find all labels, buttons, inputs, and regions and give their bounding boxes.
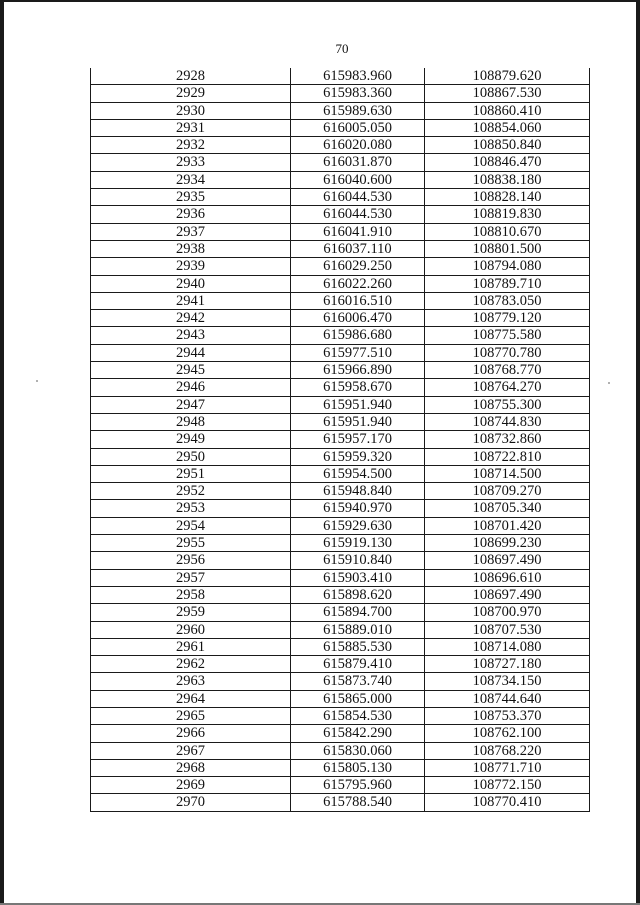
x-coordinate-cell: 615885.530	[291, 638, 425, 655]
table-row	[91, 465, 590, 482]
y-coordinate-cell: 108734.150	[425, 673, 590, 690]
x-coordinate-cell: 616041.910	[291, 223, 425, 240]
table-row	[91, 189, 590, 206]
table-row	[91, 68, 590, 85]
table-row	[91, 379, 590, 396]
y-coordinate-cell: 108770.780	[425, 344, 590, 361]
x-coordinate-cell: 615842.290	[291, 725, 425, 742]
point-number-cell: 2966	[91, 725, 291, 742]
point-number-cell: 2952	[91, 483, 291, 500]
y-coordinate-cell: 108699.230	[425, 535, 590, 552]
point-number-cell: 2948	[91, 413, 291, 430]
y-coordinate-cell: 108744.640	[425, 690, 590, 707]
table-row	[91, 707, 590, 724]
table-row	[91, 621, 590, 638]
x-coordinate-cell: 615989.630	[291, 102, 425, 119]
x-coordinate-cell: 615948.840	[291, 483, 425, 500]
point-number-cell: 2940	[91, 275, 291, 292]
table-row	[91, 725, 590, 742]
point-number-cell: 2951	[91, 465, 291, 482]
point-number-cell: 2942	[91, 310, 291, 327]
y-coordinate-cell: 108764.270	[425, 379, 590, 396]
y-coordinate-cell: 108744.830	[425, 413, 590, 430]
y-coordinate-cell: 108770.410	[425, 794, 590, 811]
x-coordinate-cell: 616029.250	[291, 258, 425, 275]
point-number-cell: 2967	[91, 742, 291, 759]
table-row	[91, 690, 590, 707]
x-coordinate-cell: 615986.680	[291, 327, 425, 344]
y-coordinate-cell: 108854.060	[425, 119, 590, 136]
table-row	[91, 362, 590, 379]
x-coordinate-cell: 615983.360	[291, 85, 425, 102]
x-coordinate-cell: 615903.410	[291, 569, 425, 586]
point-number-cell: 2954	[91, 517, 291, 534]
table-row	[91, 258, 590, 275]
point-number-cell: 2938	[91, 240, 291, 257]
table-row	[91, 431, 590, 448]
y-coordinate-cell: 108779.120	[425, 310, 590, 327]
y-coordinate-cell: 108709.270	[425, 483, 590, 500]
point-number-cell: 2963	[91, 673, 291, 690]
point-number-cell: 2930	[91, 102, 291, 119]
point-number-cell: 2945	[91, 362, 291, 379]
point-number-cell: 2929	[91, 85, 291, 102]
y-coordinate-cell: 108879.620	[425, 68, 590, 85]
point-number-cell: 2933	[91, 154, 291, 171]
y-coordinate-cell: 108696.610	[425, 569, 590, 586]
x-coordinate-cell: 615830.060	[291, 742, 425, 759]
point-number-cell: 2928	[91, 68, 291, 85]
y-coordinate-cell: 108771.710	[425, 759, 590, 776]
y-coordinate-cell: 108801.500	[425, 240, 590, 257]
table-row	[91, 569, 590, 586]
table-row	[91, 794, 590, 811]
y-coordinate-cell: 108867.530	[425, 85, 590, 102]
y-coordinate-cell: 108775.580	[425, 327, 590, 344]
x-coordinate-cell: 616044.530	[291, 206, 425, 223]
y-coordinate-cell: 108700.970	[425, 604, 590, 621]
y-coordinate-cell: 108755.300	[425, 396, 590, 413]
point-number-cell: 2956	[91, 552, 291, 569]
y-coordinate-cell: 108697.490	[425, 552, 590, 569]
y-coordinate-cell: 108810.670	[425, 223, 590, 240]
x-coordinate-cell: 616031.870	[291, 154, 425, 171]
table-row	[91, 483, 590, 500]
y-coordinate-cell: 108789.710	[425, 275, 590, 292]
point-number-cell: 2935	[91, 189, 291, 206]
y-coordinate-cell: 108701.420	[425, 517, 590, 534]
table-row	[91, 777, 590, 794]
y-coordinate-cell: 108772.150	[425, 777, 590, 794]
x-coordinate-cell: 615983.960	[291, 68, 425, 85]
point-number-cell: 2934	[91, 171, 291, 188]
y-coordinate-cell: 108732.860	[425, 431, 590, 448]
x-coordinate-cell: 615958.670	[291, 379, 425, 396]
x-coordinate-cell: 615966.890	[291, 362, 425, 379]
point-number-cell: 2964	[91, 690, 291, 707]
y-coordinate-cell: 108783.050	[425, 292, 590, 309]
y-coordinate-cell: 108705.340	[425, 500, 590, 517]
y-coordinate-cell: 108768.220	[425, 742, 590, 759]
point-number-cell: 2939	[91, 258, 291, 275]
point-number-cell: 2957	[91, 569, 291, 586]
x-coordinate-cell: 615898.620	[291, 586, 425, 603]
point-number-cell: 2960	[91, 621, 291, 638]
y-coordinate-cell: 108753.370	[425, 707, 590, 724]
x-coordinate-cell: 615788.540	[291, 794, 425, 811]
page-edge-top	[0, 0, 640, 2]
table-row	[91, 310, 590, 327]
x-coordinate-cell: 615865.000	[291, 690, 425, 707]
table-row	[91, 154, 590, 171]
table-row	[91, 240, 590, 257]
table-row	[91, 759, 590, 776]
point-number-cell: 2946	[91, 379, 291, 396]
table-row	[91, 206, 590, 223]
y-coordinate-cell: 108714.080	[425, 638, 590, 655]
point-number-cell: 2932	[91, 137, 291, 154]
page-edge-right	[636, 0, 640, 905]
y-coordinate-cell: 108762.100	[425, 725, 590, 742]
x-coordinate-cell: 616044.530	[291, 189, 425, 206]
table-row	[91, 413, 590, 430]
x-coordinate-cell: 615977.510	[291, 344, 425, 361]
table-row	[91, 448, 590, 465]
table-row	[91, 656, 590, 673]
scan-speck	[36, 380, 38, 382]
point-number-cell: 2968	[91, 759, 291, 776]
y-coordinate-cell: 108860.410	[425, 102, 590, 119]
x-coordinate-cell: 615873.740	[291, 673, 425, 690]
y-coordinate-cell: 108850.840	[425, 137, 590, 154]
x-coordinate-cell: 615854.530	[291, 707, 425, 724]
x-coordinate-cell: 615879.410	[291, 656, 425, 673]
table-row	[91, 517, 590, 534]
table-row	[91, 344, 590, 361]
page-number: 70	[335, 41, 349, 56]
point-number-cell: 2969	[91, 777, 291, 794]
x-coordinate-cell: 615889.010	[291, 621, 425, 638]
point-number-cell: 2931	[91, 119, 291, 136]
x-coordinate-cell: 616005.050	[291, 119, 425, 136]
point-number-cell: 2949	[91, 431, 291, 448]
x-coordinate-cell: 615795.960	[291, 777, 425, 794]
y-coordinate-cell: 108722.810	[425, 448, 590, 465]
y-coordinate-cell: 108714.500	[425, 465, 590, 482]
table-row	[91, 171, 590, 188]
table-row	[91, 638, 590, 655]
point-number-cell: 2958	[91, 586, 291, 603]
x-coordinate-cell: 616040.600	[291, 171, 425, 188]
table-row	[91, 396, 590, 413]
x-coordinate-cell: 615929.630	[291, 517, 425, 534]
point-number-cell: 2955	[91, 535, 291, 552]
x-coordinate-cell: 616022.260	[291, 275, 425, 292]
x-coordinate-cell: 615894.700	[291, 604, 425, 621]
y-coordinate-cell: 108727.180	[425, 656, 590, 673]
table-row	[91, 275, 590, 292]
y-coordinate-cell: 108846.470	[425, 154, 590, 171]
table-row	[91, 292, 590, 309]
x-coordinate-cell: 615951.940	[291, 413, 425, 430]
y-coordinate-cell: 108838.180	[425, 171, 590, 188]
table-row	[91, 137, 590, 154]
table-row	[91, 535, 590, 552]
x-coordinate-cell: 616006.470	[291, 310, 425, 327]
y-coordinate-cell: 108794.080	[425, 258, 590, 275]
x-coordinate-cell: 615957.170	[291, 431, 425, 448]
point-number-cell: 2959	[91, 604, 291, 621]
point-number-cell: 2953	[91, 500, 291, 517]
y-coordinate-cell: 108707.530	[425, 621, 590, 638]
x-coordinate-cell: 616016.510	[291, 292, 425, 309]
table-row	[91, 500, 590, 517]
x-coordinate-cell: 615919.130	[291, 535, 425, 552]
coordinates-table-body	[91, 68, 590, 811]
table-row	[91, 673, 590, 690]
point-number-cell: 2937	[91, 223, 291, 240]
table-row	[91, 85, 590, 102]
point-number-cell: 2941	[91, 292, 291, 309]
table-row	[91, 586, 590, 603]
x-coordinate-cell: 615951.940	[291, 396, 425, 413]
point-number-cell: 2950	[91, 448, 291, 465]
x-coordinate-cell: 615940.970	[291, 500, 425, 517]
point-number-cell: 2962	[91, 656, 291, 673]
x-coordinate-cell: 616020.080	[291, 137, 425, 154]
y-coordinate-cell: 108828.140	[425, 189, 590, 206]
y-coordinate-cell: 108768.770	[425, 362, 590, 379]
table-row	[91, 102, 590, 119]
x-coordinate-cell: 615959.320	[291, 448, 425, 465]
scan-speck	[608, 382, 610, 384]
page-edge-left	[0, 0, 4, 905]
coordinates-table	[90, 68, 590, 812]
point-number-cell: 2970	[91, 794, 291, 811]
table-row	[91, 327, 590, 344]
point-number-cell: 2944	[91, 344, 291, 361]
x-coordinate-cell: 615954.500	[291, 465, 425, 482]
table-row	[91, 119, 590, 136]
point-number-cell: 2961	[91, 638, 291, 655]
point-number-cell: 2947	[91, 396, 291, 413]
x-coordinate-cell: 615910.840	[291, 552, 425, 569]
y-coordinate-cell: 108819.830	[425, 206, 590, 223]
x-coordinate-cell: 615805.130	[291, 759, 425, 776]
table-row	[91, 742, 590, 759]
point-number-cell: 2936	[91, 206, 291, 223]
table-row	[91, 552, 590, 569]
point-number-cell: 2943	[91, 327, 291, 344]
x-coordinate-cell: 616037.110	[291, 240, 425, 257]
table-row	[91, 223, 590, 240]
y-coordinate-cell: 108697.490	[425, 586, 590, 603]
point-number-cell: 2965	[91, 707, 291, 724]
table-row	[91, 604, 590, 621]
